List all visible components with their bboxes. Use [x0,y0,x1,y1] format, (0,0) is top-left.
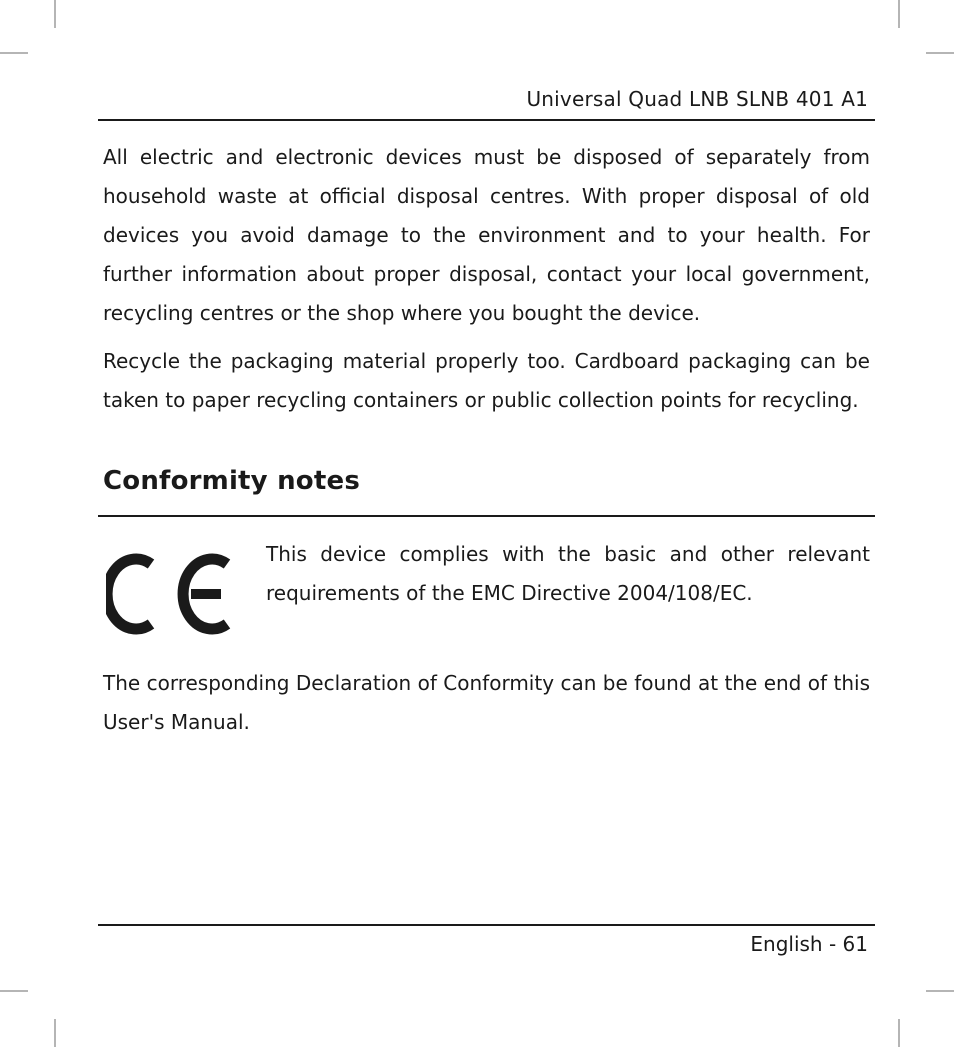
ce-mark-icon [106,548,232,640]
packaging-paragraph: Recycle the packaging material properly too. Cardboard packaging can be taken to paper recycling containers or public collection points for recycling. [103,349,870,412]
footer-separator: - [828,932,837,956]
crop-mark [898,0,900,28]
disposal-paragraph: All electric and electronic devices must be disposed of separately from household waste at official disposal centres. With proper disposal of old devices you avoid damage to the environment and to your health. For further information about proper disposal, contact your local government, recycling centres or the shop where you bought the device. [103,145,870,325]
crop-mark [898,1019,900,1047]
section-heading: Conformity notes [103,466,360,496]
ce-compliance-text: This device complies with the basic and other relevant requirements of the EMC Directive 2004/108/EC. [266,542,870,605]
crop-mark [54,0,56,28]
footer-language: English [750,932,823,956]
crop-mark [0,990,28,992]
heading-rule [98,515,875,517]
crop-mark [926,52,954,54]
footer-rule [98,924,875,926]
page-number: 61 [842,932,868,956]
header-rule [98,119,875,121]
page-header-title: Universal Quad LNB SLNB 401 A1 [526,87,868,111]
crop-mark [926,990,954,992]
declaration-paragraph: The corresponding Declaration of Conformity can be found at the end of this User's Manual. [103,671,870,734]
crop-mark [54,1019,56,1047]
crop-mark [0,52,28,54]
page-footer [750,932,868,956]
